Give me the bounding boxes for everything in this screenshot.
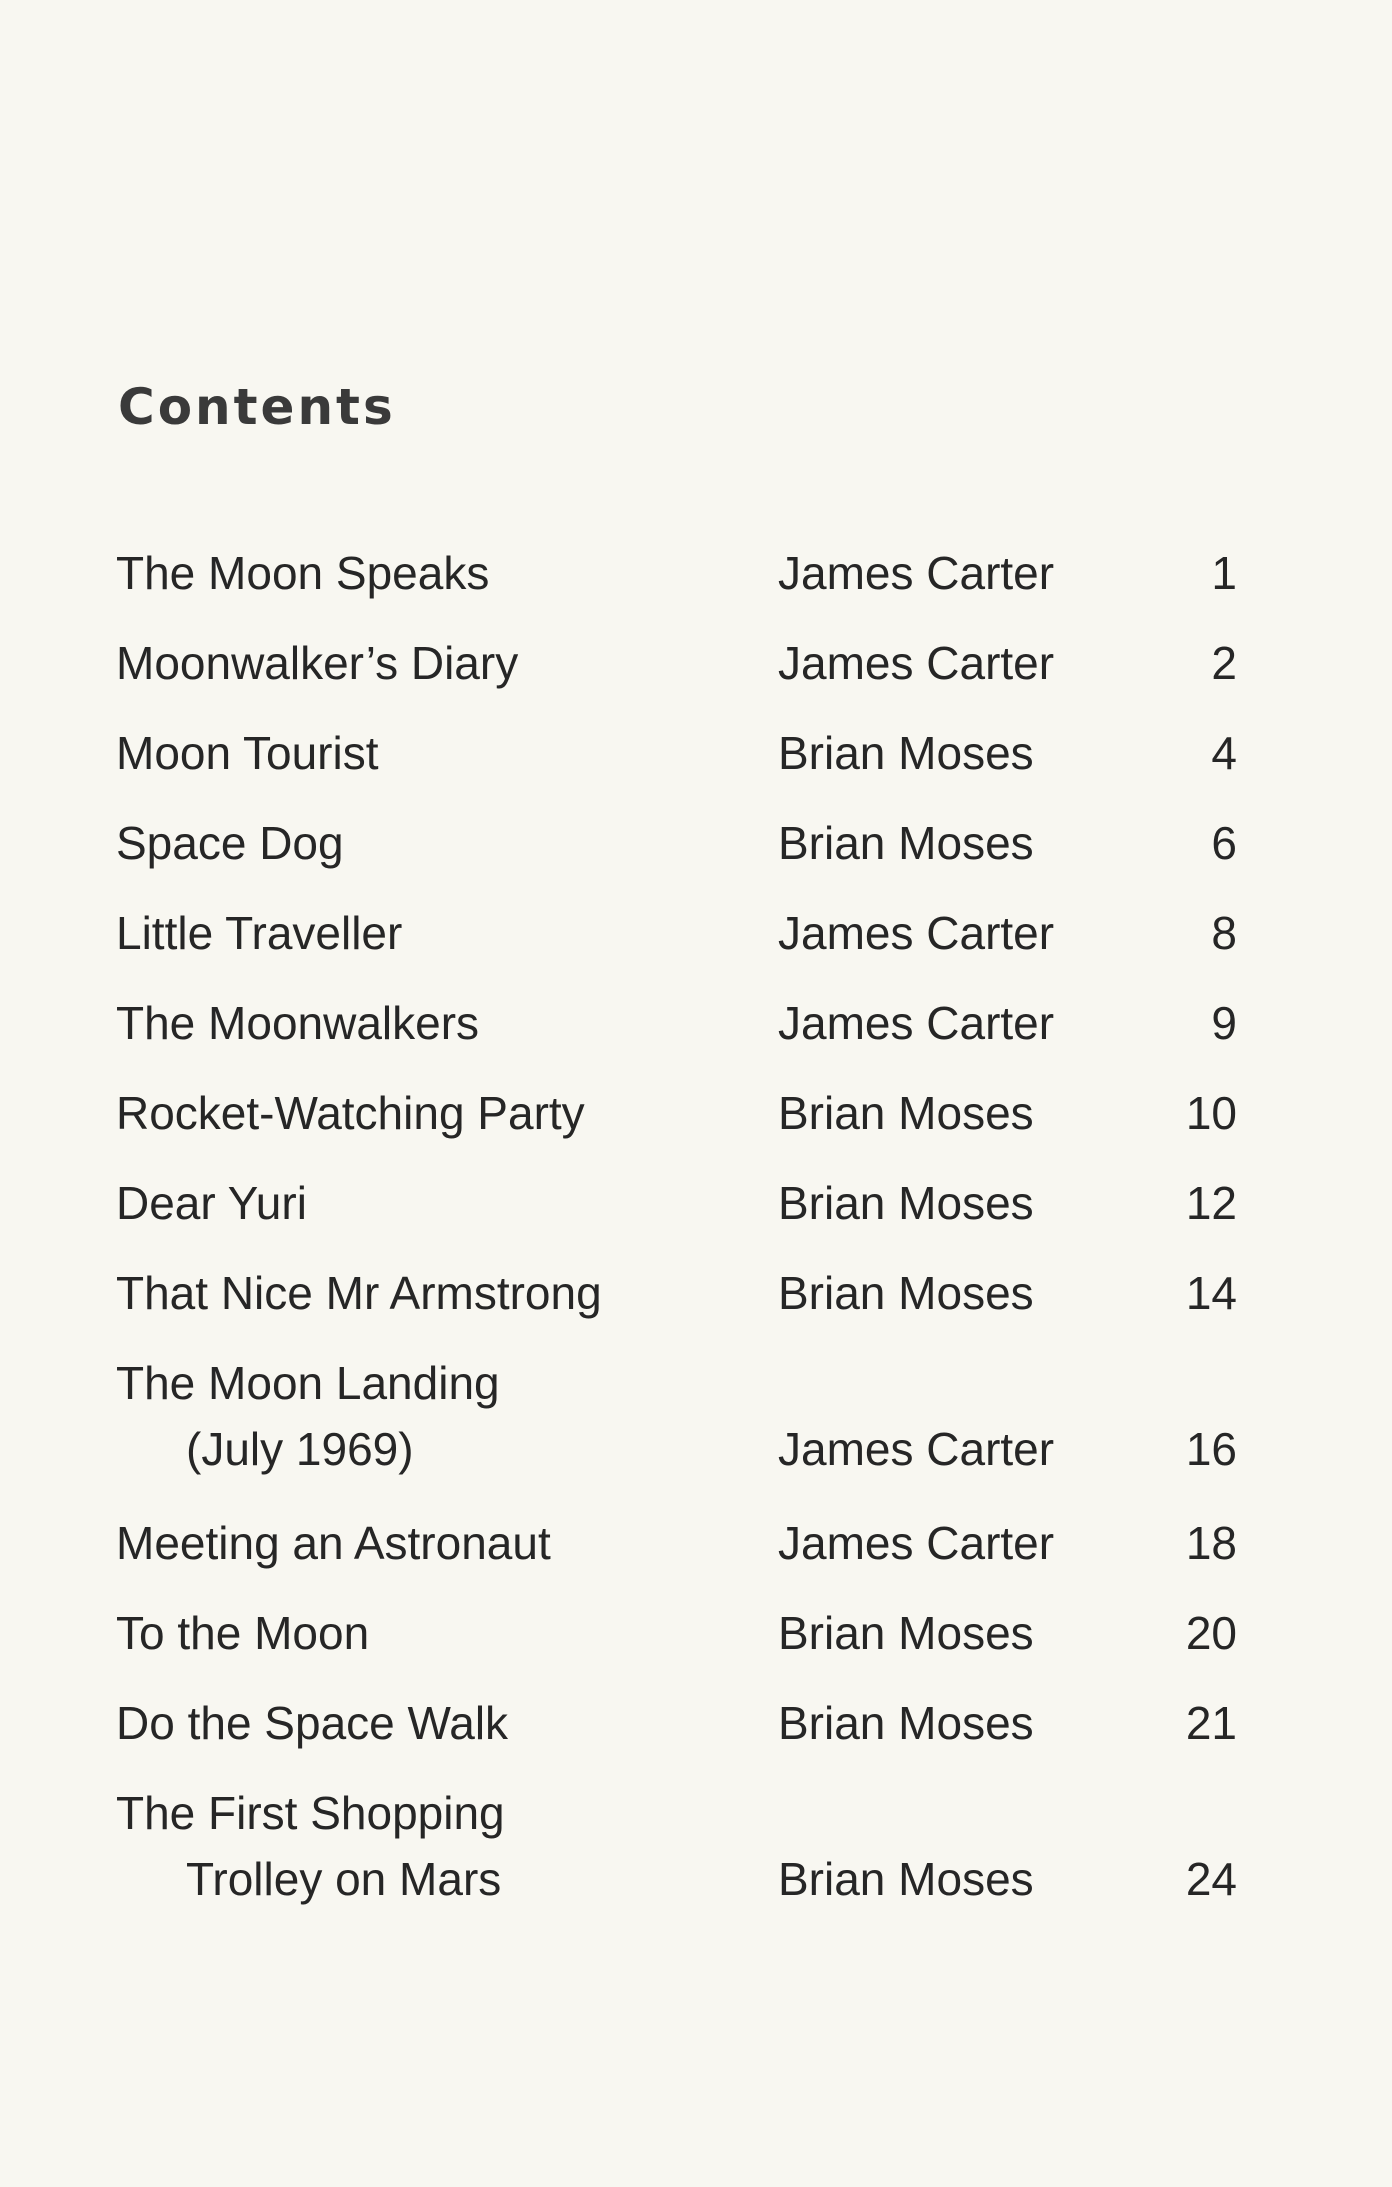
entry-page-number: 9 [1211,997,1237,1049]
contents-heading: Contents [118,378,396,436]
entry-page-number: 21 [1185,1697,1237,1749]
entry-title-line: To the Moon [116,1607,370,1659]
entry-title [116,810,344,876]
entry-title-line: Space Dog [116,817,344,869]
entry-title-continuation: Trolley on Mars [186,1853,502,1905]
entry-author: James Carter [778,907,1055,959]
entry-page-number: 14 [1185,1267,1237,1319]
entry-author: James Carter [778,997,1055,1049]
entry-title-continuation: (July 1969) [186,1423,414,1475]
entry-author: Brian Moses [778,817,1034,869]
entry-page-number: 6 [1211,817,1237,869]
entry-title-line: The Moon Landing [116,1357,500,1409]
entry-title [116,900,402,966]
entry-author: James Carter [778,637,1055,689]
entry-author: Brian Moses [778,1607,1034,1659]
entry-page-number: 12 [1185,1177,1237,1229]
entry-title [116,720,379,786]
entry-title-line: Rocket-Watching Party [116,1087,585,1139]
entry-page-number: 8 [1211,907,1237,959]
entry-title [116,1080,585,1146]
entry-page-number: 20 [1185,1607,1237,1659]
entry-page-number: 16 [1185,1423,1237,1475]
entry-page-number: 10 [1185,1087,1237,1139]
entry-author: Brian Moses [778,1087,1034,1139]
entry-title-line: Meeting an Astronaut [116,1517,551,1569]
entry-title-line: Moon Tourist [116,727,379,779]
entry-title [116,990,479,1056]
entry-title [116,1170,307,1236]
entry-author: James Carter [778,1423,1055,1475]
entry-title-line: The Moonwalkers [116,997,480,1049]
entry-title [116,1690,508,1756]
entry-title-line: Moonwalker’s Diary [116,637,519,689]
entry-page-number: 18 [1185,1517,1237,1569]
entry-author: James Carter [778,1517,1055,1569]
entry-author: Brian Moses [778,1697,1034,1749]
entry-page-number: 24 [1185,1853,1237,1905]
entry-title [116,1510,551,1576]
entry-author: Brian Moses [778,727,1034,779]
entry-author: Brian Moses [778,1177,1034,1229]
entry-title [116,1350,500,1482]
entry-author: Brian Moses [778,1267,1034,1319]
entry-title [116,1260,602,1326]
entry-title-line: Little Traveller [116,907,403,959]
entry-page-number: 2 [1211,637,1237,689]
entry-title-line: Do the Space Walk [116,1697,509,1749]
entry-page-number: 1 [1211,547,1237,599]
entry-title-line: Dear Yuri [116,1177,307,1229]
entry-author: Brian Moses [778,1853,1034,1905]
entry-title-line: The Moon Speaks [116,547,490,599]
entry-title [116,540,489,606]
entry-title-line: That Nice Mr Armstrong [116,1267,602,1319]
entry-title [116,630,518,696]
entry-page-number: 4 [1211,727,1237,779]
entry-title [116,1600,369,1666]
entry-title-line: The First Shopping [116,1787,505,1839]
entry-author: James Carter [778,547,1055,599]
entry-title [116,1780,505,1912]
